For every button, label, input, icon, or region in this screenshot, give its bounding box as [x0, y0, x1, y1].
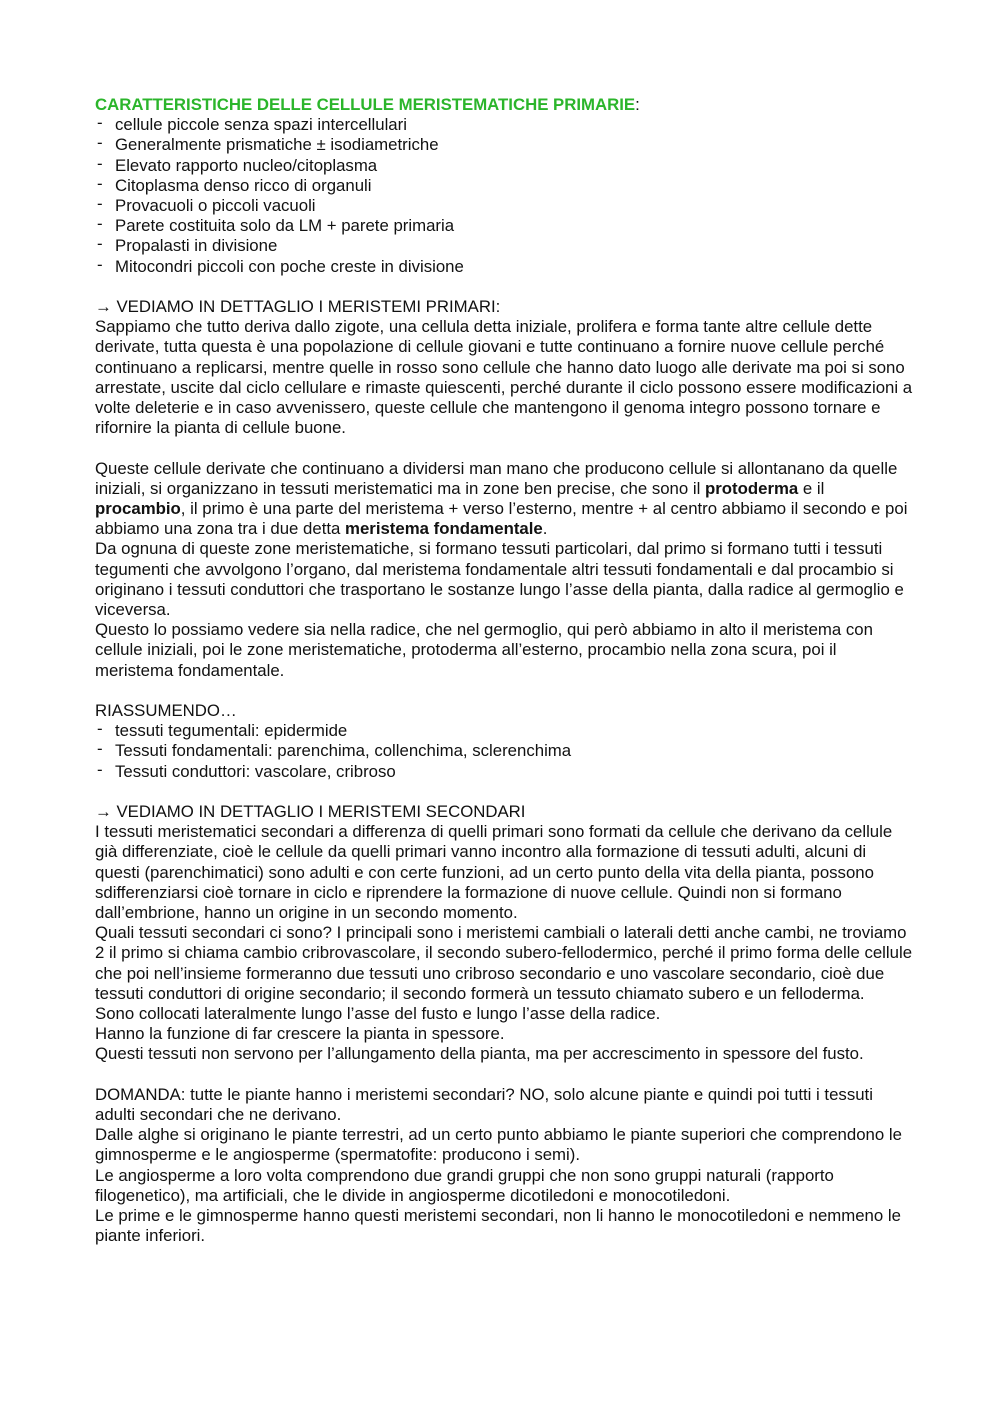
list-item: - Provacuoli o piccoli vacuoli — [95, 196, 915, 216]
term-procambio: procambio — [95, 499, 181, 519]
spacer — [95, 277, 915, 297]
paragraph-text: Queste cellule derivate che continuano a dividersi man mano che producono cellule si allontanano da quelle iniziali, si organizzano in tessuti meristematici ma in zone ben precise, che sono il — [95, 458, 898, 498]
paragraph: I tessuti meristematici secondari a differenza di quelli primari sono formati da cellule che derivano da cellule già differenziate, cioè le cellule da quelli primari vanno incontro alla formazione di tessuti adulti, alcuni di questi (parenchimatici) sono adulti e con certe funzioni, ad un certo punto della vita della pianta, possono sdifferenziarsi cioè tornare in ciclo e riprendere la formazione di nuove cellule. Quindi non si formano dall’embrione, hanno un origine in un secondo momento. — [95, 822, 893, 923]
section1-heading-text: CARATTERISTICHE DELLE CELLULE MERISTEMATICHE PRIMARIE — [95, 95, 636, 114]
term-meristema-fondamentale: meristema fondamentale — [345, 519, 543, 539]
paragraph: Sono collocati lateralmente lungo l’asse del fusto e lungo l’asse della radice. — [95, 1004, 661, 1024]
section1-heading-colon: : — [635, 95, 640, 114]
section3-heading: RIASSUMENDO… — [95, 701, 237, 721]
paragraph: Sappiamo che tutto deriva dallo zigote, una cellula detta iniziale, prolifera e forma tante altre cellule dette derivate, tutta questa è una popolazione di cellule giovani e tutte continuano a fornire nuove cellule perché continuano a replicarsi, mentre quelle in rosso sono cellule che hanno dato luogo alle derivate ma poi si sono arrestate, uscite dal ciclo cellulare e rimaste quiescenti, perché durante il ciclo possono essere modificazioni a volte deleterie e in caso avvenissero, queste cellule che mantengono il genoma integro possono tornare e rifornire la pianta di cellule buone. — [95, 317, 913, 438]
paragraph: Dalle alghe si originano le piante terrestri, ad un certo punto abbiamo le piante superiori che comprendono le gimnosperme e le angiosperme (spermatofite: producono i semi). — [95, 1125, 902, 1165]
paragraph: Le angiosperme a loro volta comprendono due grandi gruppi che non sono gruppi naturali (rapporto filogenetico), ma artificiali, che le divide in angiosperme dicotiledoni e monocotiledoni. — [95, 1165, 834, 1205]
list-item: - cellule piccole senza spazi intercellulari — [95, 115, 915, 135]
list-item: - Tessuti fondamentali: parenchima, collenchima, sclerenchima — [95, 741, 915, 761]
list-item: - Generalmente prismatiche ± isodiametriche — [95, 135, 915, 155]
list-item: - tessuti tegumentali: epidermide — [95, 721, 915, 741]
section3-list — [95, 721, 915, 782]
paragraph: Questi tessuti non servono per l’allungamento della pianta, ma per accrescimento in spessore del fusto. — [95, 1044, 864, 1064]
paragraph-text: . — [542, 519, 548, 539]
list-item: - Mitocondri piccoli con poche creste in divisione — [95, 257, 915, 277]
section4-heading: → VEDIAMO IN DETTAGLIO I MERISTEMI SECONDARI — [95, 802, 526, 822]
paragraph: Questo lo possiamo vedere sia nella radice, che nel germoglio, qui però abbiamo in alto il meristema con cellule iniziali, poi le zone meristematiche, protoderma all’esterno, procambio nella zona scura, poi il meristema fondamentale. — [95, 620, 873, 680]
list-item: - Tessuti conduttori: vascolare, cribroso — [95, 762, 915, 782]
spacer — [95, 782, 915, 802]
paragraph-text: e il — [798, 478, 825, 498]
list-item: - Propalasti in divisione — [95, 236, 915, 256]
paragraph-text: , il primo è una parte del meristema + verso l’esterno, mentre + al centro abbiamo il secondo e poi abbiamo una zona tra i due detta — [95, 499, 908, 539]
paragraph — [95, 459, 915, 540]
list-item: - Citoplasma denso ricco di organuli — [95, 176, 915, 196]
spacer — [95, 681, 915, 701]
paragraph: Le prime e le gimnosperme hanno questi meristemi secondari, non li hanno le monocotiledoni e nemmeno le piante inferiori. — [95, 1206, 901, 1246]
spacer — [95, 438, 915, 458]
paragraph: Hanno la funzione di far crescere la pianta in spessore. — [95, 1024, 505, 1044]
list-item: - Parete costituita solo da LM + parete primaria — [95, 216, 915, 236]
paragraph: Quali tessuti secondari ci sono? I principali sono i meristemi cambiali o laterali detti anche cambi, ne troviamo 2 il primo si chiama cambio cribrovascolare, il secondo subero-fellodermico, perché il primo forma delle cellule che poi nell’insieme formeranno due tessuti uno cribroso secondario e uno vascolare secondario, cioè due tessuti conduttori di origine secondario; il secondo formerà un tessuto chiamato subero e un felloderma. — [95, 923, 913, 1003]
spacer — [95, 1065, 915, 1085]
section1-list — [95, 115, 915, 277]
section1-heading — [95, 95, 915, 115]
paragraph: DOMANDA: tutte le piante hanno i meristemi secondari? NO, solo alcune piante e quindi poi tutti i tessuti adulti secondari che ne derivano. — [95, 1084, 873, 1125]
term-protoderma: protoderma — [705, 478, 799, 498]
list-item: - Elevato rapporto nucleo/citoplasma — [95, 156, 915, 176]
section2-heading: → VEDIAMO IN DETTAGLIO I MERISTEMI PRIMARI: — [95, 297, 501, 317]
document-page — [95, 95, 915, 1247]
paragraph: Da ognuna di queste zone meristematiche, si formano tessuti particolari, dal primo si formano tutti i tessuti tegumenti che avvolgono l’organo, dal meristema fondamentale altri tessuti fondamentali e dal procambio si originano i tessuti conduttori che trasportano le sostanze lungo l’asse della pianta, dalla radice al germoglio e viceversa. — [95, 539, 904, 620]
